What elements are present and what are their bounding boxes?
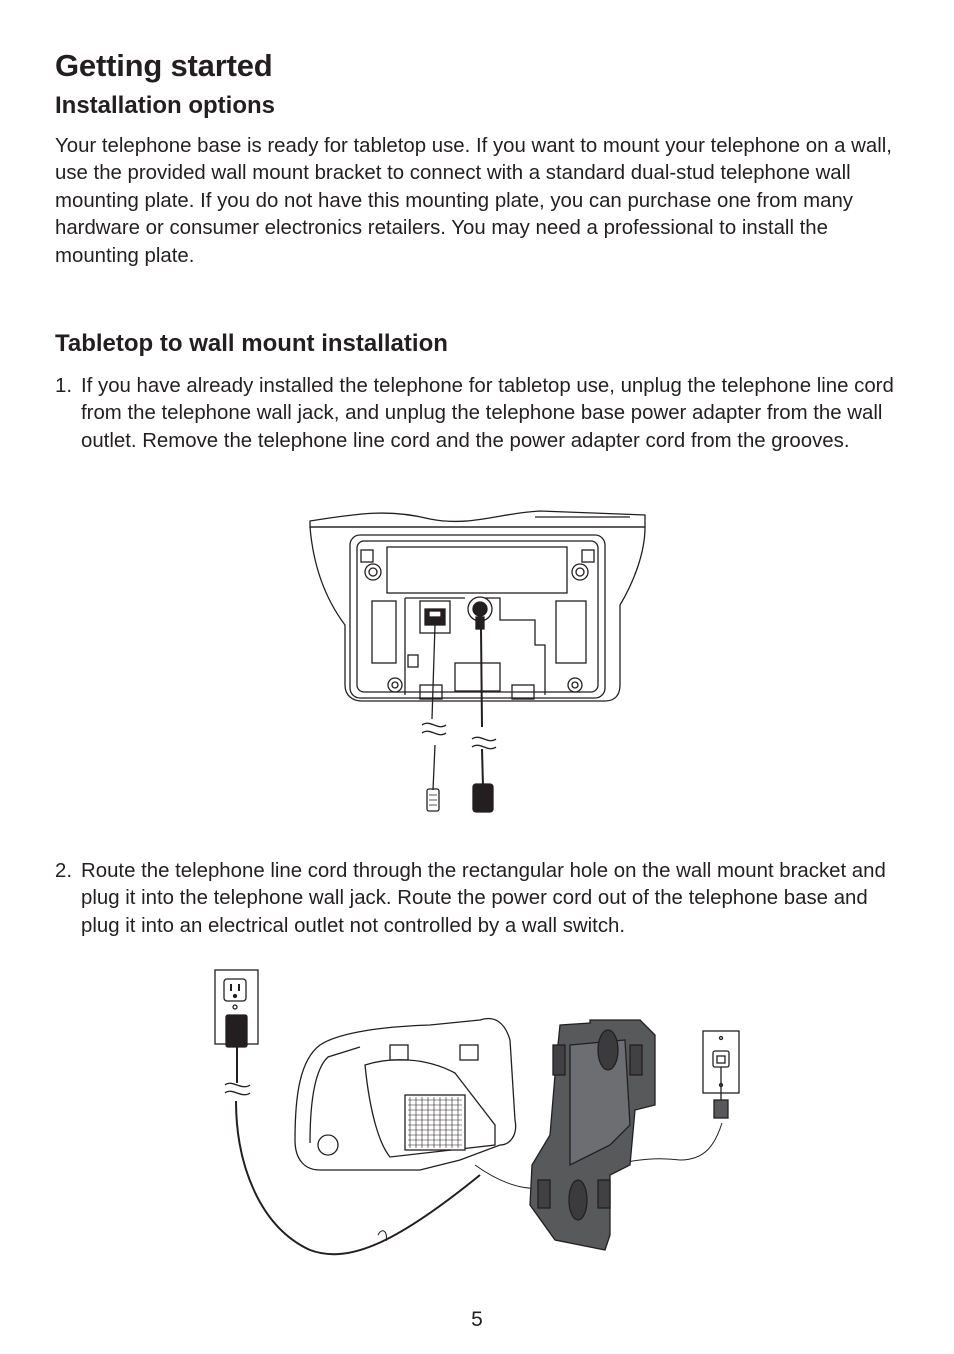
telephone-base-underside-illustration: [300, 505, 655, 815]
page-number: 5: [471, 1308, 483, 1331]
page-title: Getting started: [55, 48, 273, 83]
wall-mount-bracket-illustration: [210, 965, 755, 1265]
installation-options-heading: Installation options: [55, 92, 275, 119]
step-1-text: If you have already installed the telephone for tabletop use, unplug the telephone line cord from the telephone wall jack, and unplug the telephone base power adapter from the wall outlet. Remove the telephone line cord and the power adapter cord from the grooves.: [81, 375, 894, 452]
tabletop-to-wall-heading: Tabletop to wall mount installation: [55, 330, 448, 357]
installation-options-paragraph: Your telephone base is ready for tabletop use. If you want to mount your telephone on a wall, use the provided wall mount bracket to connect with a standard dual-stud telephone wall mounting plate. If you do not have this mounting plate, you can purchase one from many hardware or consumer electronics retailers. You may need a professional to install the mounting plate.: [55, 135, 892, 267]
step-2-number: 2.: [55, 860, 73, 882]
step-1-number: 1.: [55, 375, 73, 397]
step-2-text: Route the telephone line cord through the rectangular hole on the wall mount bracket and plug it into the telephone wall jack. Route the power cord out of the telephone base and plug it into an electrical outlet not controlled by a wall switch.: [81, 860, 886, 937]
